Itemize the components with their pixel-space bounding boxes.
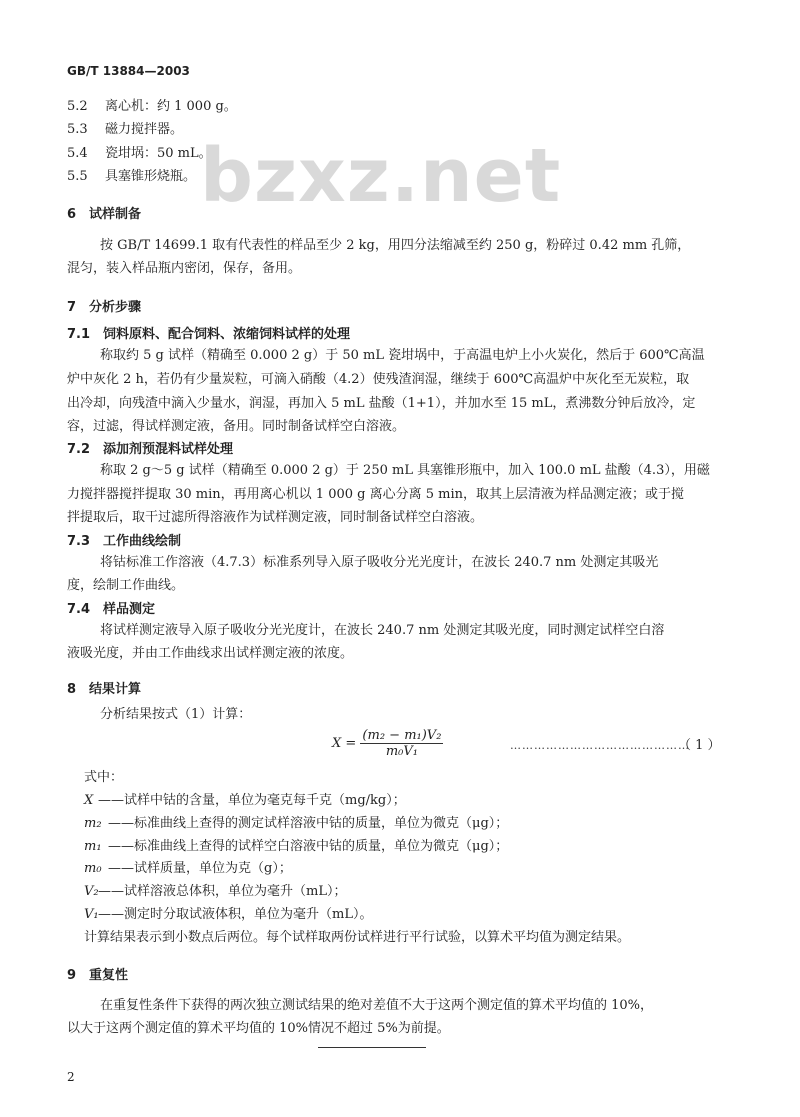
formula-fraction [360, 728, 443, 759]
list-item: 5.4 瓷坩埚：50 mL。 [67, 146, 212, 161]
formula-denominator: m₀V₁ [385, 744, 418, 759]
list-item: 5.2 离心机：约 1 000 g。 [67, 99, 237, 114]
variable-def: m₂ ——标准曲线上查得的测定试样溶液中钴的质量，单位为微克（μg）； [84, 816, 509, 831]
page-number: 2 [67, 1070, 75, 1084]
paragraph-line: 炉中灰化 2 h，若仍有少量炭粒，可滴入硝酸（4.2）使残渣润湿，继续于 600℃高温炉中灰化至无炭粒，取 [67, 372, 690, 387]
variable-def: X ——试样中钴的含量，单位为毫克每千克（mg/kg）； [84, 793, 406, 808]
paragraph-line: 出冷却，向残渣中滴入少量水，润湿，再加入 5 mL 盐酸（1+1），并加水至 15 mL，煮沸数分钟后放冷，定 [67, 396, 696, 411]
paragraph-line: 混匀，装入样品瓶内密闭，保存，备用。 [67, 261, 302, 276]
paragraph-line: 度，绘制工作曲线。 [67, 578, 185, 593]
formula-intro: 分析结果按式（1）计算： [100, 707, 252, 722]
variable-def: V₁——测定时分取试液体积，单位为毫升（mL）。 [84, 907, 373, 922]
variable-def: m₁ ——标准曲线上查得的试样空白溶液中钴的质量，单位为微克（μg）； [84, 839, 509, 854]
paragraph-line: 将钴标准工作溶液（4.7.3）标准系列导入原子吸收分光光度计，在波长 240.7 nm 处测定其吸光 [100, 555, 659, 570]
list-item: 5.5 具塞锥形烧瓶。 [67, 169, 197, 184]
paragraph-line: 称取约 5 g 试样（精确至 0.000 2 g）于 50 mL 瓷坩埚中，于高温电炉上小火炭化，然后于 600℃高温 [100, 348, 705, 363]
end-rule [318, 1047, 426, 1048]
section-heading-6: 6 试样制备 [67, 207, 142, 222]
list-item: 5.3 磁力搅拌器。 [67, 122, 184, 137]
formula-numerator: (m₂ − m₁)V₂ [362, 728, 442, 743]
variable-def: V₂——试样溶液总体积，单位为毫升（mL）； [84, 884, 347, 899]
subsection-heading-7-3: 7.3 工作曲线绘制 [67, 534, 182, 549]
paragraph-line: 拌提取后，取干过滤所得溶液作为试样测定液，同时制备试样空白溶液。 [67, 510, 484, 525]
paragraph-line: 将试样测定液导入原子吸收分光光度计，在波长 240.7 nm 处测定其吸光度，同时测定试样空白溶 [100, 623, 665, 638]
where-label: 式中： [84, 770, 124, 785]
subsection-heading-7-2: 7.2 添加剂预混料试样处理 [67, 442, 234, 457]
paragraph-line: 按 GB/T 14699.1 取有代表性的样品至少 2 kg，用四分法缩减至约 250 g，粉碎过 0.42 mm 孔筛， [100, 238, 691, 253]
equation-number: （ 1 ） [678, 738, 721, 753]
formula-lhs: X = [332, 736, 357, 751]
paragraph-line: 在重复性条件下获得的两次独立测试结果的绝对差值不大于这两个测定值的算术平均值的 10%， [100, 998, 654, 1013]
paragraph-line: 容，过滤，得试样测定液，备用。同时制备试样空白溶液。 [67, 419, 406, 434]
paragraph-line: 液吸光度，并由工作曲线求出试样测定液的浓度。 [67, 646, 354, 661]
calculation-note: 计算结果表示到小数点后两位。每个试样取两份试样进行平行试验，以算术平均值为测定结果。 [84, 930, 631, 945]
paragraph-line: 力搅拌器搅拌提取 30 min，再用离心机以 1 000 g 离心分离 5 min，取其上层清液为样品测定液；或于搅 [67, 487, 684, 502]
paragraph-line: 称取 2 g～5 g 试样（精确至 0.000 2 g）于 250 mL 具塞锥形瓶中，加入 100.0 mL 盐酸（4.3），用磁 [100, 463, 710, 478]
section-heading-8: 8 结果计算 [67, 682, 142, 697]
subsection-heading-7-4: 7.4 样品测定 [67, 602, 156, 617]
standard-number: GB/T 13884—2003 [67, 64, 190, 78]
subsection-heading-7-1: 7.1 饲料原料、配合饲料、浓缩饲料试样的处理 [67, 327, 351, 342]
watermark: bzxz.net [200, 133, 562, 219]
paragraph-line: 以大于这两个测定值的算术平均值的 10%情况不超过 5%为前提。 [67, 1021, 450, 1036]
section-heading-9: 9 重复性 [67, 968, 129, 983]
variable-def: m₀ ——试样质量，单位为克（g）； [84, 861, 292, 876]
formula-leader-dots: ……………………………………… [510, 739, 690, 752]
formula [332, 728, 443, 759]
section-heading-7: 7 分析步骤 [67, 300, 142, 315]
